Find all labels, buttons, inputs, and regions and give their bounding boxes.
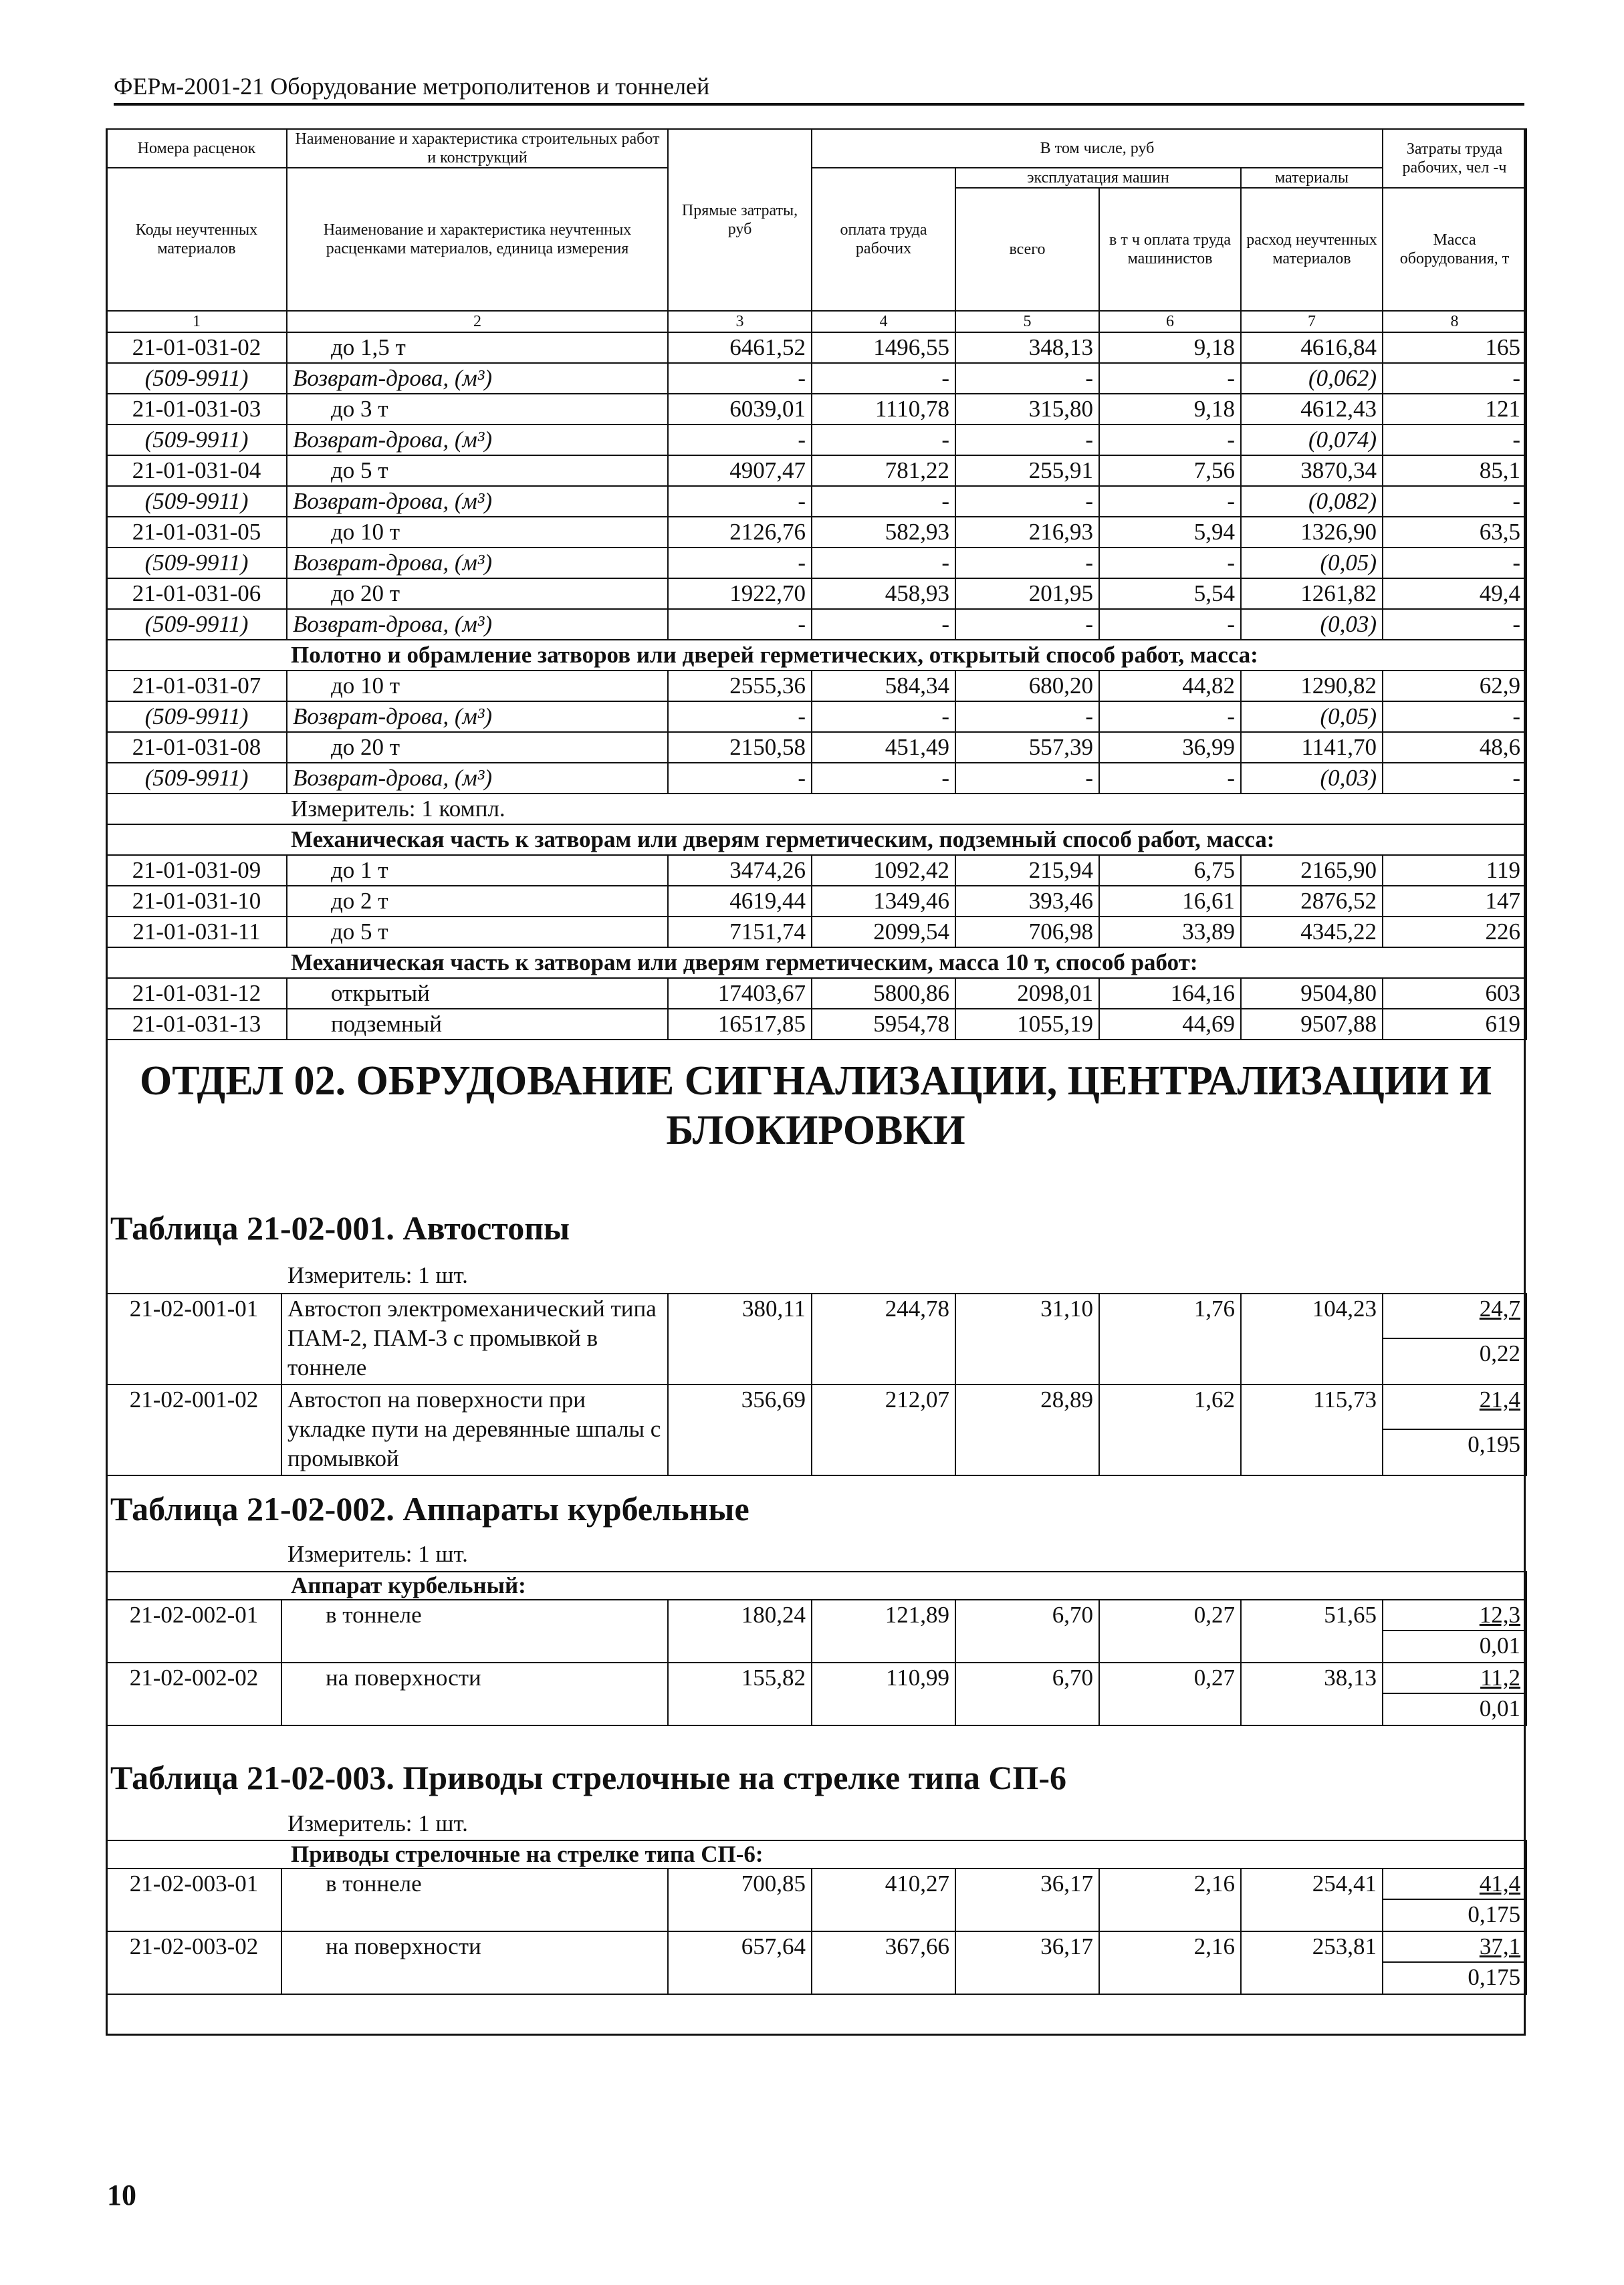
rate-value: 6039,01 [668, 394, 812, 425]
labor-value: 21,4 [1383, 1385, 1526, 1430]
dash: - [1099, 425, 1241, 455]
material-qty: (0,03) [1241, 763, 1383, 794]
rate-code: 21-02-003-02 [106, 1931, 281, 1994]
dash: - [668, 609, 812, 640]
rate-value: 31,10 [955, 1294, 1099, 1385]
material-code: (509-9911) [106, 548, 287, 578]
rate-value: 5954,78 [812, 1009, 955, 1040]
rate-value: 603 [1383, 978, 1526, 1009]
rate-name: в тоннеле [281, 1600, 668, 1663]
rate-code: 21-02-002-02 [106, 1663, 281, 1725]
rate-value: 9,18 [1099, 332, 1241, 363]
rate-value: 254,41 [1241, 1869, 1383, 1931]
rate-value: 7151,74 [668, 917, 812, 947]
measure-switch: Измеритель: 1 шт. [287, 1810, 468, 1836]
material-qty: (0,05) [1241, 701, 1383, 732]
rate-code: 21-02-002-01 [106, 1600, 281, 1663]
rate-value: 2165,90 [1241, 855, 1383, 886]
rate-value: 6461,52 [668, 332, 812, 363]
rate-value: 706,98 [955, 917, 1099, 947]
dash: - [668, 486, 812, 517]
column-number: 6 [1099, 311, 1241, 332]
rate-value: 33,89 [1099, 917, 1241, 947]
dash: - [668, 701, 812, 732]
rate-value: 348,13 [955, 332, 1099, 363]
dash: - [955, 609, 1099, 640]
rate-value: 2099,54 [812, 917, 955, 947]
dash: - [1383, 548, 1526, 578]
head-name-top: Наименование и характеристика строительных работ и конструкций [287, 129, 668, 168]
rate-code: 21-01-031-12 [106, 978, 287, 1009]
dash: - [1383, 363, 1526, 394]
rate-value: 201,95 [955, 578, 1099, 609]
rate-name: открытый [287, 978, 668, 1009]
rate-value: 17403,67 [668, 978, 812, 1009]
rate-value: 9507,88 [1241, 1009, 1383, 1040]
rate-value: 155,82 [668, 1663, 812, 1725]
rate-code: 21-01-031-13 [106, 1009, 287, 1040]
rate-value: 244,78 [812, 1294, 955, 1385]
rate-name: подземный [287, 1009, 668, 1040]
rate-code: 21-02-003-01 [106, 1869, 281, 1931]
rate-value: 2,16 [1099, 1931, 1241, 1994]
rate-value: 36,17 [955, 1869, 1099, 1931]
material-name: Возврат-дрова, (м³) [287, 548, 668, 578]
rate-value: 2555,36 [668, 671, 812, 701]
rate-value: 16,61 [1099, 886, 1241, 917]
rate-value: 28,89 [955, 1385, 1099, 1475]
rate-value: 4345,22 [1241, 917, 1383, 947]
labor-value: 37,1 [1383, 1932, 1526, 1963]
rate-value: 380,11 [668, 1294, 812, 1385]
rate-value: 38,13 [1241, 1663, 1383, 1725]
dash: - [668, 548, 812, 578]
rate-value: 1290,82 [1241, 671, 1383, 701]
rate-value: 36,17 [955, 1931, 1099, 1994]
head-machines-total: всего [955, 188, 1099, 311]
table-title-crank: Таблица 21-02-002. Аппараты курбельные [110, 1490, 749, 1528]
rate-code: 21-01-031-03 [106, 394, 287, 425]
rate-value: 6,70 [955, 1663, 1099, 1725]
head-including: В том числе, руб [812, 129, 1383, 168]
rate-code: 21-01-031-11 [106, 917, 287, 947]
rate-name: до 20 т [287, 578, 668, 609]
rate-value: 4619,44 [668, 886, 812, 917]
rate-value: 5,54 [1099, 578, 1241, 609]
rate-value: 4612,43 [1241, 394, 1383, 425]
dash: - [668, 363, 812, 394]
dash: - [812, 425, 955, 455]
rate-value: 62,9 [1383, 671, 1526, 701]
rate-name: до 5 т [287, 917, 668, 947]
rate-value: 115,73 [1241, 1385, 1383, 1475]
material-name: Возврат-дрова, (м³) [287, 486, 668, 517]
rate-value: 619 [1383, 1009, 1526, 1040]
rate-name: до 10 т [287, 671, 668, 701]
material-qty: (0,062) [1241, 363, 1383, 394]
rate-value: 2,16 [1099, 1869, 1241, 1931]
rate-value: 16517,85 [668, 1009, 812, 1040]
rate-name: до 1 т [287, 855, 668, 886]
rate-value: 85,1 [1383, 455, 1526, 486]
table-title-autostops: Таблица 21-02-001. Автостопы [110, 1209, 570, 1247]
rate-value: 1092,42 [812, 855, 955, 886]
rate-code: 21-02-001-02 [106, 1385, 281, 1475]
rate-value: 147 [1383, 886, 1526, 917]
rate-value: 582,93 [812, 517, 955, 548]
rate-value: 315,80 [955, 394, 1099, 425]
rate-value: 2876,52 [1241, 886, 1383, 917]
labor-mass-cell [1383, 1294, 1526, 1385]
rate-value: 2098,01 [955, 978, 1099, 1009]
rate-value: 44,82 [1099, 671, 1241, 701]
dash: - [955, 363, 1099, 394]
rate-value: 164,16 [1099, 978, 1241, 1009]
rate-value: 9504,80 [1241, 978, 1383, 1009]
dash: - [812, 609, 955, 640]
dash: - [1099, 701, 1241, 732]
labor-mass-cell [1383, 1869, 1526, 1931]
section-title: ОТДЕЛ 02. ОБРУДОВАНИЕ СИГНАЛИЗАЦИИ, ЦЕНТРАЛИЗАЦИИ И БЛОКИРОВКИ [140, 1058, 1492, 1153]
rate-value: 49,4 [1383, 578, 1526, 609]
rate-code: 21-01-031-07 [106, 671, 287, 701]
rate-code: 21-01-031-06 [106, 578, 287, 609]
head-direct-costs: Прямые затраты, руб [668, 129, 812, 311]
labor-mass-cell [1383, 1931, 1526, 1994]
head-codes-top: Номера расценок [106, 129, 287, 168]
rate-value: 110,99 [812, 1663, 955, 1725]
rate-value: 4907,47 [668, 455, 812, 486]
rate-value: 36,99 [1099, 732, 1241, 763]
rate-name: до 20 т [287, 732, 668, 763]
table-title-switch: Таблица 21-02-003. Приводы стрелочные на стрелке типа СП-6 [110, 1759, 1067, 1796]
rate-code: 21-01-031-10 [106, 886, 287, 917]
material-name: Возврат-дрова, (м³) [287, 763, 668, 794]
rate-value: 458,93 [812, 578, 955, 609]
running-header: ФЕРм-2001-21 Оборудование метрополитенов и тоннелей [114, 72, 1524, 106]
material-code: (509-9911) [106, 609, 287, 640]
dash: - [1383, 763, 1526, 794]
dash: - [955, 486, 1099, 517]
rate-name: в тоннеле [281, 1869, 668, 1931]
group-label: Полотно и обрамление затворов или дверей герметических, открытый способ работ, масса: [106, 640, 1526, 671]
rate-value: 6,70 [955, 1600, 1099, 1663]
material-name: Возврат-дрова, (м³) [287, 701, 668, 732]
rate-value: 180,24 [668, 1600, 812, 1663]
head-material-use: расход неучтенных материалов [1241, 188, 1383, 311]
dash: - [812, 363, 955, 394]
dash: - [955, 701, 1099, 732]
labor-mass-cell [1383, 1600, 1526, 1663]
rate-name: до 3 т [287, 394, 668, 425]
head-machinist-wages: в т ч оплата труда машинистов [1099, 188, 1241, 311]
rate-value: 680,20 [955, 671, 1099, 701]
rate-value: 3870,34 [1241, 455, 1383, 486]
dash: - [812, 701, 955, 732]
dash: - [812, 548, 955, 578]
rate-value: 1,76 [1099, 1294, 1241, 1385]
column-number: 5 [955, 311, 1099, 332]
rate-value: 781,22 [812, 455, 955, 486]
rate-code: 21-01-031-08 [106, 732, 287, 763]
rate-value: 700,85 [668, 1869, 812, 1931]
rate-name: до 1,5 т [287, 332, 668, 363]
labor-value: 41,4 [1383, 1869, 1526, 1900]
rate-value: 215,94 [955, 855, 1099, 886]
rate-value: 657,64 [668, 1931, 812, 1994]
material-code: (509-9911) [106, 701, 287, 732]
material-code: (509-9911) [106, 363, 287, 394]
material-qty: (0,05) [1241, 548, 1383, 578]
labor-value: 12,3 [1383, 1600, 1526, 1631]
rate-value: 6,75 [1099, 855, 1241, 886]
rate-value: 5,94 [1099, 517, 1241, 548]
rate-name: на поверхности [281, 1931, 668, 1994]
rate-value: 1326,90 [1241, 517, 1383, 548]
rate-value: 63,5 [1383, 517, 1526, 548]
rate-value: 119 [1383, 855, 1526, 886]
rate-name: до 10 т [287, 517, 668, 548]
rate-value: 1055,19 [955, 1009, 1099, 1040]
rate-value: 2126,76 [668, 517, 812, 548]
material-code: (509-9911) [106, 763, 287, 794]
rate-code: 21-01-031-04 [106, 455, 287, 486]
mass-value: 0,175 [1468, 1964, 1521, 1990]
rate-value: 356,69 [668, 1385, 812, 1475]
rate-value: 1261,82 [1241, 578, 1383, 609]
rate-name: Автостоп электромеханический типа ПАМ-2, ПАМ-3 с промывкой в тоннеле [281, 1294, 668, 1385]
column-number: 4 [812, 311, 955, 332]
head-wages: оплата труда рабочих [812, 168, 955, 311]
dash: - [1099, 363, 1241, 394]
head-labor: Затраты труда рабочих, чел -ч [1383, 129, 1526, 188]
rate-code: 21-02-001-01 [106, 1294, 281, 1385]
material-qty: (0,03) [1241, 609, 1383, 640]
material-name: Возврат-дрова, (м³) [287, 363, 668, 394]
labor-value: 24,7 [1383, 1294, 1526, 1339]
rate-value: 165 [1383, 332, 1526, 363]
rate-value: 7,56 [1099, 455, 1241, 486]
mass-value: 0,01 [1479, 1695, 1521, 1721]
dash: - [1383, 701, 1526, 732]
subgroup-label: Приводы стрелочные на стрелке типа СП-6: [106, 1840, 1526, 1869]
subgroup-label: Аппарат курбельный: [106, 1572, 1526, 1600]
rate-name: до 2 т [287, 886, 668, 917]
mass-value: 0,01 [1479, 1633, 1521, 1659]
rate-value: 1496,55 [812, 332, 955, 363]
rate-code: 21-01-031-05 [106, 517, 287, 548]
rate-value: 48,6 [1383, 732, 1526, 763]
labor-value: 11,2 [1383, 1663, 1526, 1694]
labor-mass-cell [1383, 1663, 1526, 1725]
labor-mass-cell [1383, 1385, 1526, 1475]
column-number: 1 [106, 311, 287, 332]
rate-code: 21-01-031-09 [106, 855, 287, 886]
rate-value: 393,46 [955, 886, 1099, 917]
dash: - [668, 425, 812, 455]
rate-value: 253,81 [1241, 1931, 1383, 1994]
head-materials: материалы [1241, 168, 1383, 188]
rate-name: Автостоп на поверхности при укладке пути на деревянные шпалы с промывкой [281, 1385, 668, 1475]
page-number: 10 [107, 2179, 136, 2211]
mass-value: 0,195 [1468, 1431, 1520, 1457]
rate-code: 21-01-031-02 [106, 332, 287, 363]
rate-value: 1141,70 [1241, 732, 1383, 763]
material-name: Возврат-дрова, (м³) [287, 425, 668, 455]
rate-value: 1922,70 [668, 578, 812, 609]
column-number: 2 [287, 311, 668, 332]
rates-table [106, 128, 1527, 1040]
dash: - [812, 763, 955, 794]
rate-value: 104,23 [1241, 1294, 1383, 1385]
dash: - [668, 763, 812, 794]
group-label: Механическая часть к затворам или дверям герметическим, подземный способ работ, масса: [106, 824, 1526, 855]
rate-value: 1,62 [1099, 1385, 1241, 1475]
rate-value: 212,07 [812, 1385, 955, 1475]
switch-table [106, 1840, 1527, 1995]
rate-value: 216,93 [955, 517, 1099, 548]
rate-value: 1349,46 [812, 886, 955, 917]
mass-value: 0,22 [1479, 1340, 1520, 1366]
autostops-table [106, 1293, 1527, 1476]
head-name-bottom: Наименование и характеристика неучтенных расценками материалов, единица измерения [287, 168, 668, 311]
column-number: 3 [668, 311, 812, 332]
rate-value: 3474,26 [668, 855, 812, 886]
dash: - [955, 425, 1099, 455]
rate-value: 5800,86 [812, 978, 955, 1009]
rate-value: 4616,84 [1241, 332, 1383, 363]
dash: - [812, 486, 955, 517]
material-code: (509-9911) [106, 486, 287, 517]
rate-value: 2150,58 [668, 732, 812, 763]
rate-value: 0,27 [1099, 1600, 1241, 1663]
dash: - [1099, 763, 1241, 794]
rate-value: 121,89 [812, 1600, 955, 1663]
rate-value: 226 [1383, 917, 1526, 947]
dash: - [1099, 609, 1241, 640]
dash: - [1099, 548, 1241, 578]
material-qty: (0,074) [1241, 425, 1383, 455]
dash: - [955, 763, 1099, 794]
rate-value: 121 [1383, 394, 1526, 425]
head-machines: эксплуатация машин [955, 168, 1241, 188]
dash: - [1383, 609, 1526, 640]
column-number: 7 [1241, 311, 1383, 332]
dash: - [1383, 486, 1526, 517]
measure-autostops: Измеритель: 1 шт. [287, 1262, 468, 1288]
rate-value: 451,49 [812, 732, 955, 763]
rate-name: до 5 т [287, 455, 668, 486]
rate-value: 44,69 [1099, 1009, 1241, 1040]
rate-value: 255,91 [955, 455, 1099, 486]
head-mass: Масса оборудования, т [1383, 188, 1526, 311]
measure-crank: Измеритель: 1 шт. [287, 1541, 468, 1567]
measure-label: Измеритель: 1 компл. [106, 794, 1526, 824]
rate-value: 367,66 [812, 1931, 955, 1994]
dash: - [1099, 486, 1241, 517]
rate-value: 584,34 [812, 671, 955, 701]
column-number: 8 [1383, 311, 1526, 332]
rate-value: 0,27 [1099, 1663, 1241, 1725]
rate-value: 9,18 [1099, 394, 1241, 425]
rate-value: 1110,78 [812, 394, 955, 425]
rate-value: 557,39 [955, 732, 1099, 763]
group-label: Механическая часть к затворам или дверям герметическим, масса 10 т, способ работ: [106, 947, 1526, 978]
rate-value: 51,65 [1241, 1600, 1383, 1663]
rate-name: на поверхности [281, 1663, 668, 1725]
material-name: Возврат-дрова, (м³) [287, 609, 668, 640]
dash: - [955, 548, 1099, 578]
dash: - [1383, 425, 1526, 455]
material-qty: (0,082) [1241, 486, 1383, 517]
crank-table [106, 1571, 1527, 1726]
mass-value: 0,175 [1468, 1901, 1521, 1927]
head-codes-bottom: Коды неучтенных материалов [106, 168, 287, 311]
rate-value: 410,27 [812, 1869, 955, 1931]
material-code: (509-9911) [106, 425, 287, 455]
